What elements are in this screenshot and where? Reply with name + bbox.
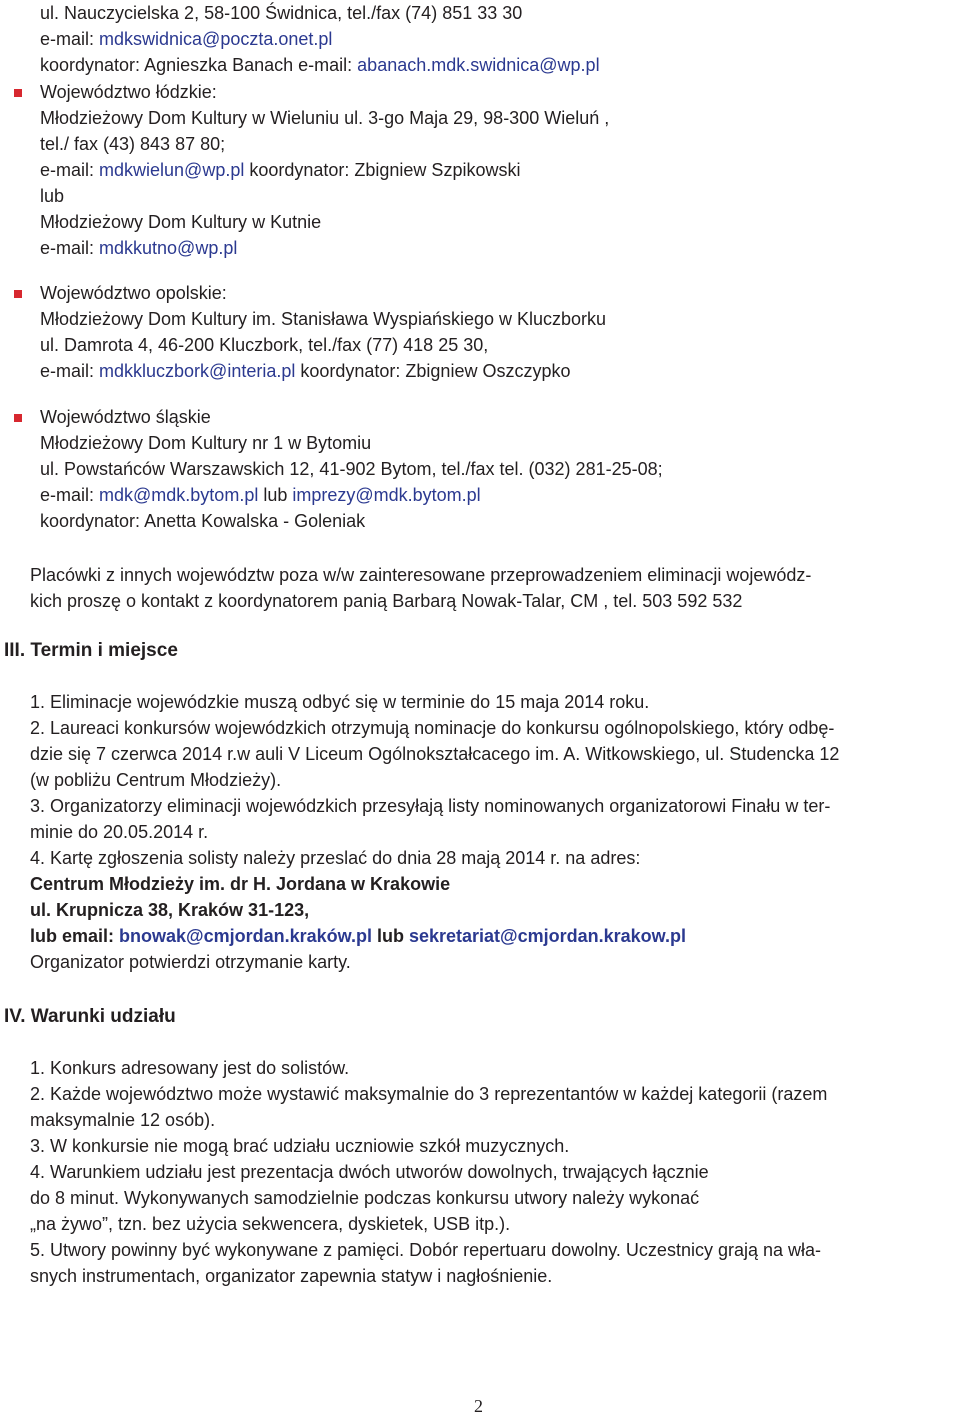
- coordinator-text: koordynator: Zbigniew Oszczypko: [295, 361, 571, 381]
- list-item: 1. Eliminacje wojewódzkie muszą odbyć się w terminie do 15 maja 2014 roku.: [30, 692, 650, 712]
- paragraph-line: kich proszę o kontakt z koordynatorem panią Barbarą Nowak-Talar, CM , tel. 503 592 532: [30, 591, 743, 611]
- section-heading-term-place: III. Termin i miejsce: [4, 640, 178, 661]
- bullet-icon: [14, 290, 22, 298]
- list-item-continuation: Organizator potwierdzi otrzymanie karty.: [30, 952, 351, 972]
- email-label: e-mail:: [40, 238, 100, 258]
- list-item: 3. W konkursie nie mogą brać udziału uczniowie szkół muzycznych.: [30, 1136, 570, 1156]
- voivodeship-title-slaskie: Województwo śląskie: [40, 407, 211, 427]
- list-item: 4. Kartę zgłoszenia solisty należy przeslać do dnia 28 mają 2014 r. na adres:: [30, 848, 641, 868]
- list-item-continuation: do 8 minut. Wykonywanych samodzielnie podczas konkursu utwory należy wykonać: [30, 1188, 700, 1208]
- bullet-icon: [14, 414, 22, 422]
- page-number: 2: [474, 1396, 483, 1416]
- voivodeship-title-lodzkie: Województwo łódzkie:: [40, 82, 217, 102]
- section-heading-conditions: IV. Warunki udziału: [4, 1006, 176, 1027]
- email-link[interactable]: bnowak@cmjordan.kraków.pl: [119, 926, 372, 946]
- list-item: 1. Konkurs adresowany jest do solistów.: [30, 1058, 350, 1078]
- email-link[interactable]: mdkswidnica@poczta.onet.pl: [99, 29, 333, 49]
- list-item-continuation: minie do 20.05.2014 r.: [30, 822, 209, 842]
- email-link[interactable]: mdkkluczbork@interia.pl: [99, 361, 296, 381]
- list-item-continuation: (w pobliżu Centrum Młodzieży).: [30, 770, 282, 790]
- list-item-continuation: maksymalnie 12 osób).: [30, 1110, 216, 1130]
- coordinator-line: [40, 54, 600, 76]
- voivodeship-title-opolskie: Województwo opolskie:: [40, 283, 227, 303]
- email-label: lub email:: [30, 926, 120, 946]
- email-link[interactable]: mdkkutno@wp.pl: [99, 238, 238, 258]
- or-text: lub: [258, 485, 293, 505]
- institution-line: Młodzieżowy Dom Kultury w Wieluniu ul. 3-go Maja 29, 98-300 Wieluń ,: [40, 108, 610, 128]
- coordinator-line: koordynator: Anetta Kowalska - Goleniak: [40, 511, 366, 531]
- paragraph-line: Placówki z innych województw poza w/w zainteresowane przeprowadzeniem eliminacji wojewódz-: [30, 565, 812, 585]
- address-line: ul. Nauczycielska 2, 58-100 Świdnica, tel./fax (74) 851 33 30: [40, 3, 523, 23]
- address-bold-line: ul. Krupnicza 38, Kraków 31-123,: [30, 900, 310, 920]
- address-line: ul. Powstańców Warszawskich 12, 41-902 Bytom, tel./fax tel. (032) 281-25-08;: [40, 459, 663, 479]
- bullet-icon: [14, 89, 22, 97]
- coordinator-text: koordynator: Zbigniew Szpikowski: [244, 160, 521, 180]
- email-line: [40, 28, 332, 50]
- email-line: [30, 925, 686, 947]
- address-bold-line: Centrum Młodzieży im. dr H. Jordana w Krakowie: [30, 874, 451, 894]
- phone-line: tel./ fax (43) 843 87 80;: [40, 134, 226, 154]
- coordinator-text: koordynator: Agnieszka Banach e-mail:: [40, 55, 358, 75]
- list-item: 2. Każde województwo może wystawić maksymalnie do 3 reprezentantów w każdej kategorii (razem: [30, 1084, 828, 1104]
- email-line: [40, 159, 520, 181]
- email-label: e-mail:: [40, 160, 100, 180]
- list-item: 2. Laureaci konkursów wojewódzkich otrzymują nominacje do konkursu ogólnopolskiego, który odbę-: [30, 718, 835, 738]
- list-item: 5. Utwory powinny być wykonywane z pamięci. Dobór repertuaru dowolny. Uczestnicy grają na wła-: [30, 1240, 822, 1260]
- email-link[interactable]: mdk@mdk.bytom.pl: [99, 485, 259, 505]
- email-link[interactable]: imprezy@mdk.bytom.pl: [292, 485, 481, 505]
- list-item-continuation: snych instrumentach, organizator zapewnia statyw i nagłośnienie.: [30, 1266, 553, 1286]
- email-label: e-mail:: [40, 485, 100, 505]
- email-line: [40, 237, 237, 259]
- address-line: ul. Damrota 4, 46-200 Kluczbork, tel./fax (77) 418 25 30,: [40, 335, 489, 355]
- email-label: e-mail:: [40, 29, 100, 49]
- or-text: lub: [371, 926, 409, 946]
- email-label: e-mail:: [40, 361, 100, 381]
- institution-line: Młodzieżowy Dom Kultury im. Stanisława Wyspiańskiego w Kluczborku: [40, 309, 607, 329]
- list-item-continuation: „na żywo”, tzn. bez użycia sekwencera, dyskietek, USB itp.).: [30, 1214, 511, 1234]
- institution-line: Młodzieżowy Dom Kultury nr 1 w Bytomiu: [40, 433, 372, 453]
- email-link[interactable]: sekretariat@cmjordan.krakow.pl: [408, 926, 686, 946]
- or-text: lub: [40, 186, 65, 206]
- list-item: 3. Organizatorzy eliminacji wojewódzkich przesyłają listy nominowanych organizatorowi Finału w ter-: [30, 796, 831, 816]
- email-link[interactable]: mdkwielun@wp.pl: [99, 160, 245, 180]
- institution-line: Młodzieżowy Dom Kultury w Kutnie: [40, 212, 322, 232]
- coordinator-email-link[interactable]: abanach.mdk.swidnica@wp.pl: [357, 55, 600, 75]
- email-line: [40, 360, 570, 382]
- email-line: [40, 484, 481, 506]
- list-item-continuation: dzie się 7 czerwca 2014 r.w auli V Liceum Ogólnokształcacego im. A. Witkowskiego, ul. Studencka 12: [30, 744, 840, 764]
- list-item: 4. Warunkiem udziału jest prezentacja dwóch utworów dowolnych, trwających łącznie: [30, 1162, 709, 1182]
